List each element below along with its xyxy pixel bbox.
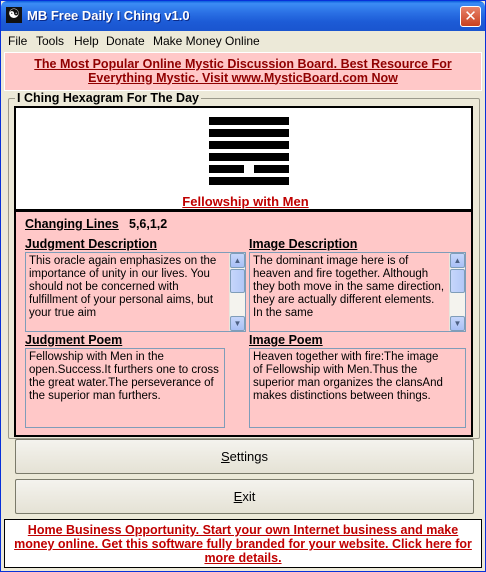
menu-help[interactable]: Help: [74, 34, 99, 48]
group-legend: I Ching Hexagram For The Day: [17, 91, 199, 105]
exit-button[interactable]: [15, 479, 474, 514]
hexagram-panel: [14, 106, 473, 211]
changing-lines-value: 5,6,1,2: [129, 217, 168, 231]
hexagram-name: Fellowship with Men: [182, 194, 309, 209]
exit-access-key: E: [233, 489, 243, 504]
hexagram-line-6: [209, 117, 289, 125]
menu-make-money-online[interactable]: Make Money Online: [153, 34, 260, 48]
details-panel: [14, 210, 473, 437]
judgment-description-label: Judgment Description: [25, 237, 157, 251]
hexagram-line-3: [209, 153, 289, 161]
settings-label-rest: ettings: [229, 449, 268, 464]
scroll-down-arrow-icon[interactable]: ▼: [230, 316, 245, 331]
settings-access-key: S: [221, 449, 230, 464]
home-business-ad-link[interactable]: Home Business Opportunity. Start your own Internet business and make money online. Get this software fully branded for your website. Click here for more details.: [14, 523, 472, 565]
scroll-thumb[interactable]: [450, 269, 465, 293]
menu-file[interactable]: File: [8, 34, 28, 48]
judgment-description-text: This oracle again emphasizes on the importance of unity in our lives. You should not be concerned with fulfillment of your personal aims, but your true aim: [29, 255, 217, 319]
image-poem-textbox[interactable]: [249, 348, 466, 428]
mysticboard-ad-link[interactable]: The Most Popular Online Mystic Discussion Board. Best Resource For Everything Mystic. Visit www.MysticBoard.com Now: [34, 57, 452, 85]
changing-lines-label: Changing Lines: [25, 217, 119, 231]
hexagram-lines: [209, 117, 289, 189]
exit-label-rest: xit: [242, 489, 256, 504]
judgment-poem-label: Judgment Poem: [25, 333, 123, 347]
judgment-description-textbox[interactable]: [25, 252, 246, 332]
image-description-scrollbar[interactable]: [449, 253, 465, 331]
judgment-poem-text: Fellowship with Men in the open.Success.It furthers one to cross the great water.The perseverance of the superior man furthers.: [29, 351, 219, 402]
hexagram-line-5: [209, 129, 289, 137]
menu-bar: [1, 31, 485, 51]
hexagram-line-1: [209, 177, 289, 185]
hexagram-line-4: [209, 141, 289, 149]
scroll-thumb[interactable]: [230, 269, 245, 293]
menu-donate[interactable]: Donate: [106, 34, 145, 48]
judgment-poem-textbox[interactable]: [25, 348, 225, 428]
image-poem-text: Heaven together with fire:The image of Fellowship with Men.Thus the superior man organizes the clansAnd makes distinctions between things.: [253, 351, 443, 402]
menu-tools[interactable]: Tools: [36, 34, 65, 48]
image-description-textbox[interactable]: [249, 252, 466, 332]
image-poem-label: Image Poem: [249, 333, 323, 347]
scroll-up-arrow-icon[interactable]: ▲: [450, 253, 465, 268]
scroll-down-arrow-icon[interactable]: ▼: [450, 316, 465, 331]
top-banner: [4, 52, 482, 91]
close-button[interactable]: ✕: [460, 6, 481, 27]
image-description-text: The dominant image here is of heaven and fire together. Although they both move in the same direction, they are actually different elements. In the same: [253, 255, 445, 319]
scroll-up-arrow-icon[interactable]: ▲: [230, 253, 245, 268]
image-description-label: Image Description: [249, 237, 358, 251]
bottom-banner: [4, 519, 482, 568]
hexagram-line-2-broken: [209, 165, 289, 173]
yin-yang-app-icon: ☯: [6, 7, 22, 23]
judgment-description-scrollbar[interactable]: [229, 253, 245, 331]
settings-button[interactable]: [15, 439, 474, 474]
window-title: MB Free Daily I Ching v1.0: [27, 8, 190, 23]
title-bar[interactable]: [1, 1, 485, 31]
